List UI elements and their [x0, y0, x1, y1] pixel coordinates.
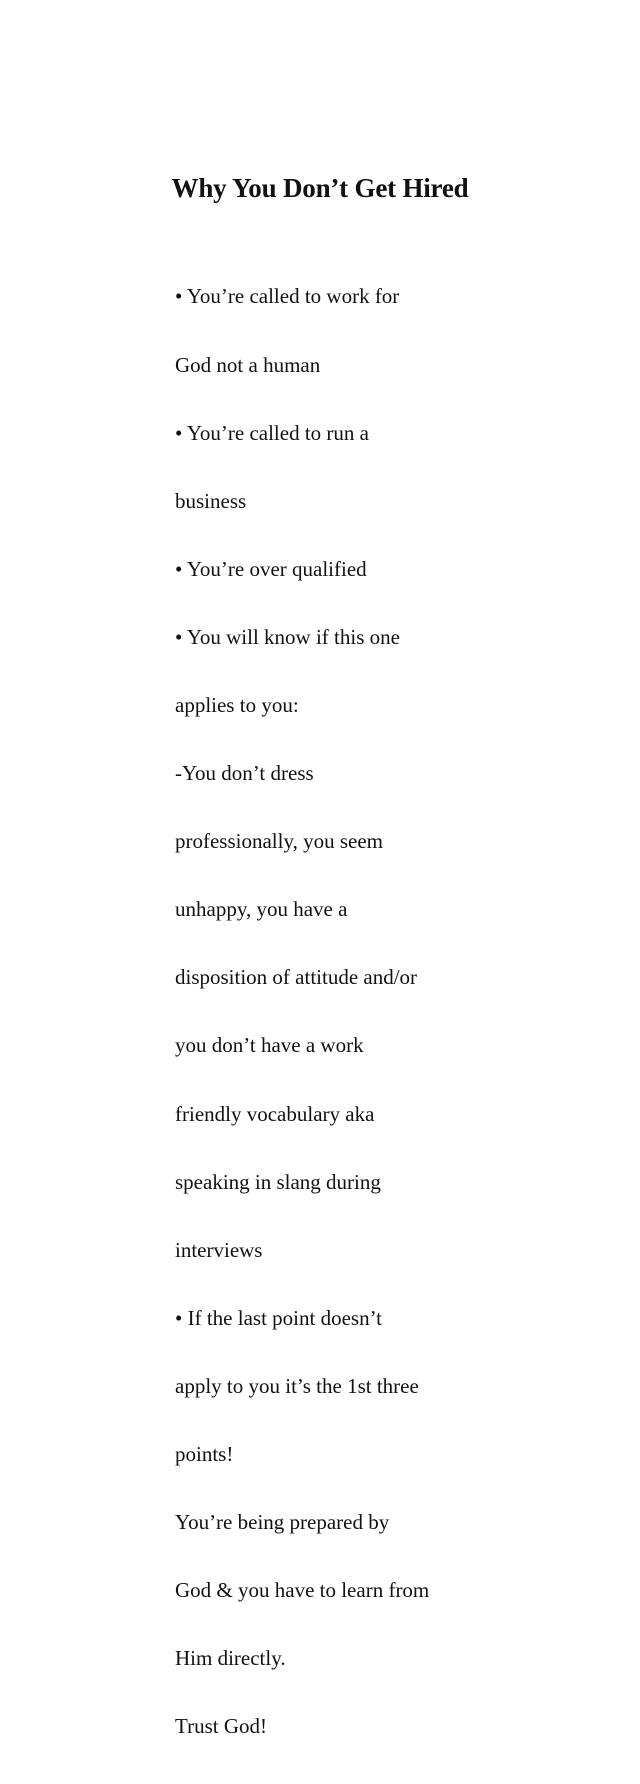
body-line: disposition of attitude and/or	[175, 965, 418, 990]
body-line: God & you have to learn from	[175, 1578, 430, 1603]
body-line: professionally, you seem	[175, 829, 384, 854]
body-line: Trust God!	[175, 1714, 267, 1739]
body-line: You’re being prepared by	[175, 1510, 390, 1535]
body-line: interviews	[175, 1237, 263, 1262]
document-body	[175, 240, 495, 1783]
body-line: you don’t have a work	[175, 1033, 364, 1058]
body-line: business	[175, 488, 247, 513]
body-line: • You’re over qualified	[175, 556, 367, 581]
body-line: speaking in slang during	[175, 1169, 381, 1194]
body-line: Him directly.	[175, 1646, 286, 1671]
body-line: friendly vocabulary aka	[175, 1101, 375, 1126]
body-line: applies to you:	[175, 692, 299, 717]
body-line: apply to you it’s the 1st three	[175, 1373, 419, 1398]
document-title: Why You Don’t Get Hired	[171, 173, 469, 203]
body-line: God not a human	[175, 352, 321, 377]
body-line: -You don’t dress	[175, 761, 314, 786]
body-line: • If the last point doesn’t	[175, 1305, 383, 1330]
body-line: unhappy, you have a	[175, 897, 348, 922]
body-line: • You’re called to run a	[175, 420, 369, 445]
body-line: • You will know if this one	[175, 624, 400, 649]
body-line: • You’re called to work for	[175, 284, 400, 309]
body-line: points!	[175, 1442, 234, 1466]
